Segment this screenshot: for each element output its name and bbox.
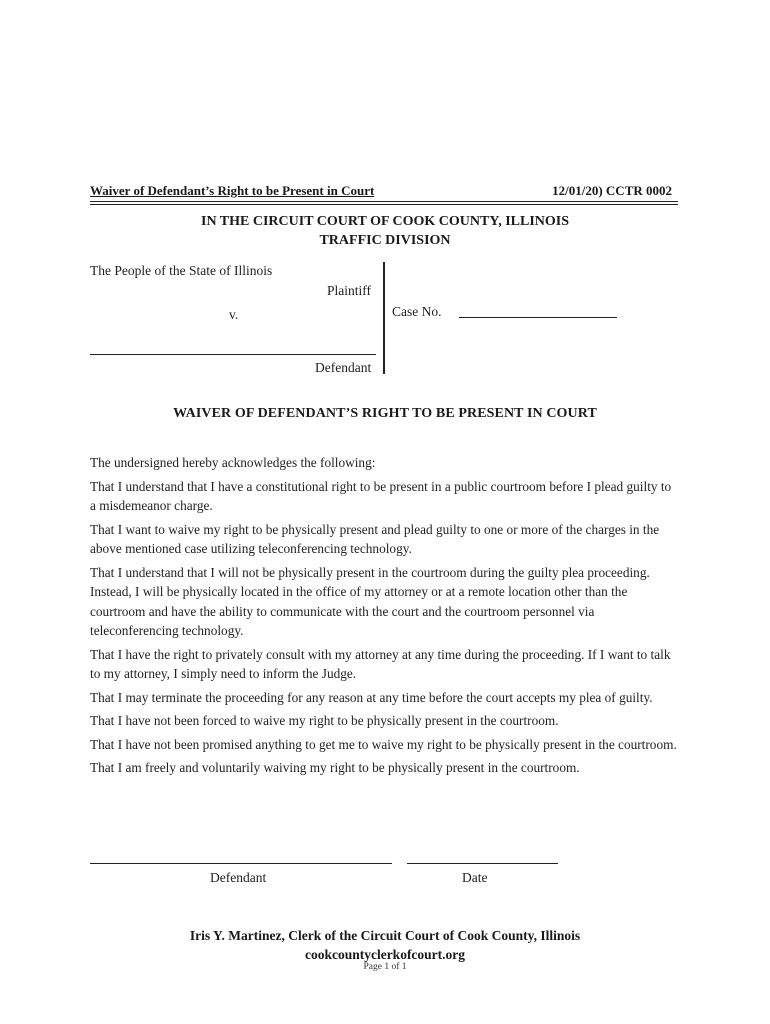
acknowledgement-paragraph: That I want to waive my right to be physically present and plead guilty to one or more of the charges in the above mentioned case utilizing teleconferencing technology. — [90, 521, 660, 556]
clerk-website: cookcountyclerkofcourt.org — [304, 947, 466, 962]
waiver-title: WAIVER OF DEFENDANT’S RIGHT TO BE PRESENT IN COURT — [173, 406, 597, 421]
signature-defendant-label: Defendant — [210, 870, 267, 885]
acknowledgement-paragraph: That I understand that I will not be physically present in the courtroom during the guilty plea proceeding. Instead, I will be physically located in the office of my attorney or at a remote location other than the courtroom and have the ability to communicate with the court and the courtroom personnel via teleconferencing technology. — [90, 564, 650, 638]
acknowledgement-paragraph: That I may terminate the proceeding for any reason at any time before the court accepts my plea of guilty. — [90, 689, 653, 705]
caption-divider — [383, 262, 385, 374]
court-division: TRAFFIC DIVISION — [319, 233, 451, 248]
acknowledgement-paragraph: That I have not been promised anything to get me to waive my right to be physically present in the courtroom. — [90, 736, 677, 752]
acknowledgement-paragraph: That I understand that I have a constitutional right to be present in a public courtroom before I plead guilty to a misdemeanor charge. — [90, 478, 672, 513]
form-code: 12/01/20) CCTR 0002 — [552, 183, 672, 198]
defendant-signature-line[interactable] — [90, 863, 392, 864]
plaintiff-name: The People of the State of Illinois — [90, 263, 273, 278]
defendant-label: Defendant — [315, 360, 372, 375]
versus-label: v. — [229, 307, 239, 322]
intro-paragraph: The undersigned hereby acknowledges the following: — [90, 455, 376, 470]
page-number: Page 1 of 1 — [363, 962, 407, 972]
date-signature-line[interactable] — [407, 863, 558, 864]
acknowledgement-paragraph: That I have the right to privately consult with my attorney at any time during the proceeding. If I want to talk to my attorney, I simply need to inform the Judge. — [90, 646, 671, 681]
form-title: Waiver of Defendant’s Right to be Present in Court — [90, 183, 375, 198]
case-no-label: Case No. — [392, 304, 442, 319]
plaintiff-label: Plaintiff — [327, 283, 372, 298]
form-header — [90, 183, 678, 202]
signature-date-label: Date — [462, 870, 488, 885]
court-name: IN THE CIRCUIT COURT OF COOK COUNTY, ILLINOIS — [201, 214, 569, 229]
acknowledgement-paragraph: That I have not been forced to waive my right to be physically present in the courtroom. — [90, 713, 559, 728]
defendant-name-line[interactable] — [90, 354, 376, 355]
clerk-name: Iris Y. Martinez, Clerk of the Circuit Court of Cook County, Illinois — [189, 928, 581, 943]
acknowledgement-paragraph: That I am freely and voluntarily waiving my right to be physically present in the courtroom. — [90, 760, 580, 775]
case-no-field[interactable] — [459, 317, 617, 318]
waiver-body — [90, 453, 680, 782]
